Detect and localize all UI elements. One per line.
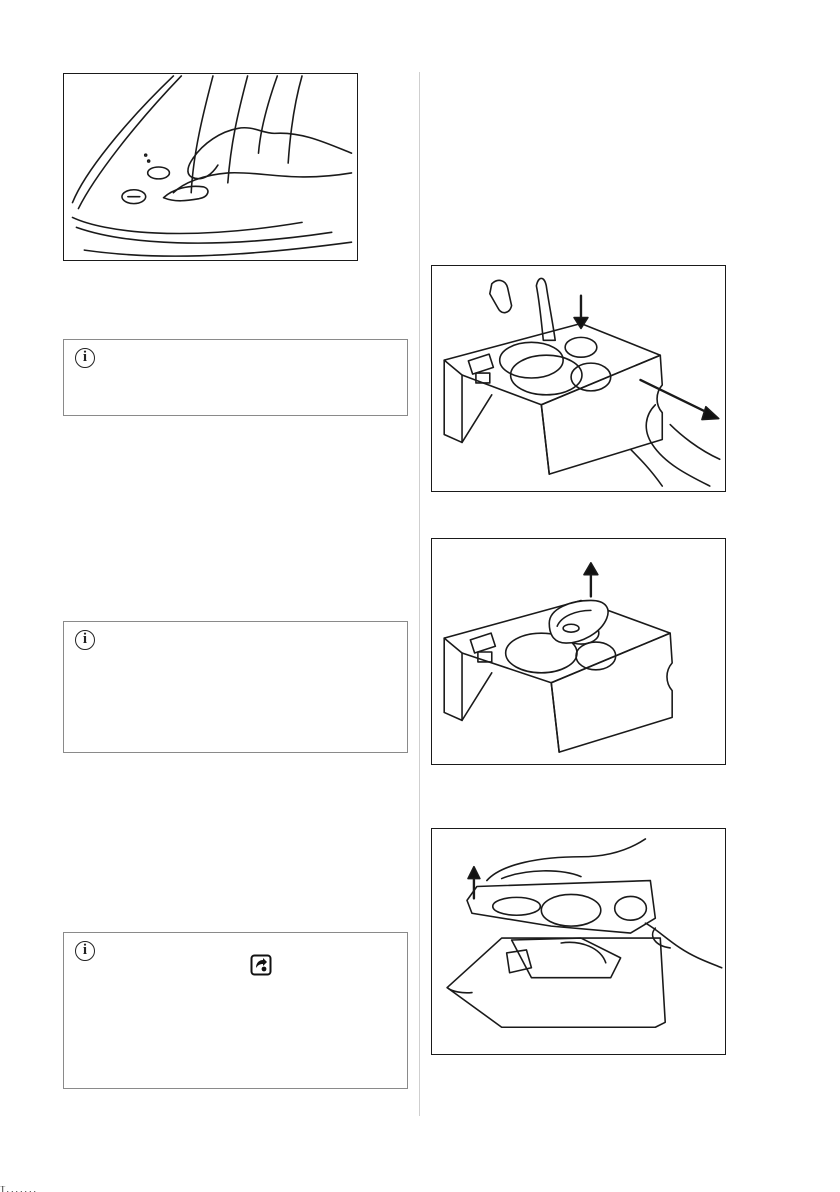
door-seal-illustration [63,73,358,261]
dispenser-remove-insert-illustration [431,538,726,765]
column-divider [419,72,420,1116]
info-icon: i [75,941,95,961]
dispenser-pull-out-illustration [431,265,726,492]
program-symbol-icon [250,954,272,976]
info-note [63,932,408,1089]
footer-text: T....... [0,1186,39,1192]
info-note [63,621,408,753]
info-note [63,339,408,416]
dispenser-clean-illustration [431,828,726,1055]
info-icon: i [75,348,95,368]
info-icon: i [75,630,95,650]
